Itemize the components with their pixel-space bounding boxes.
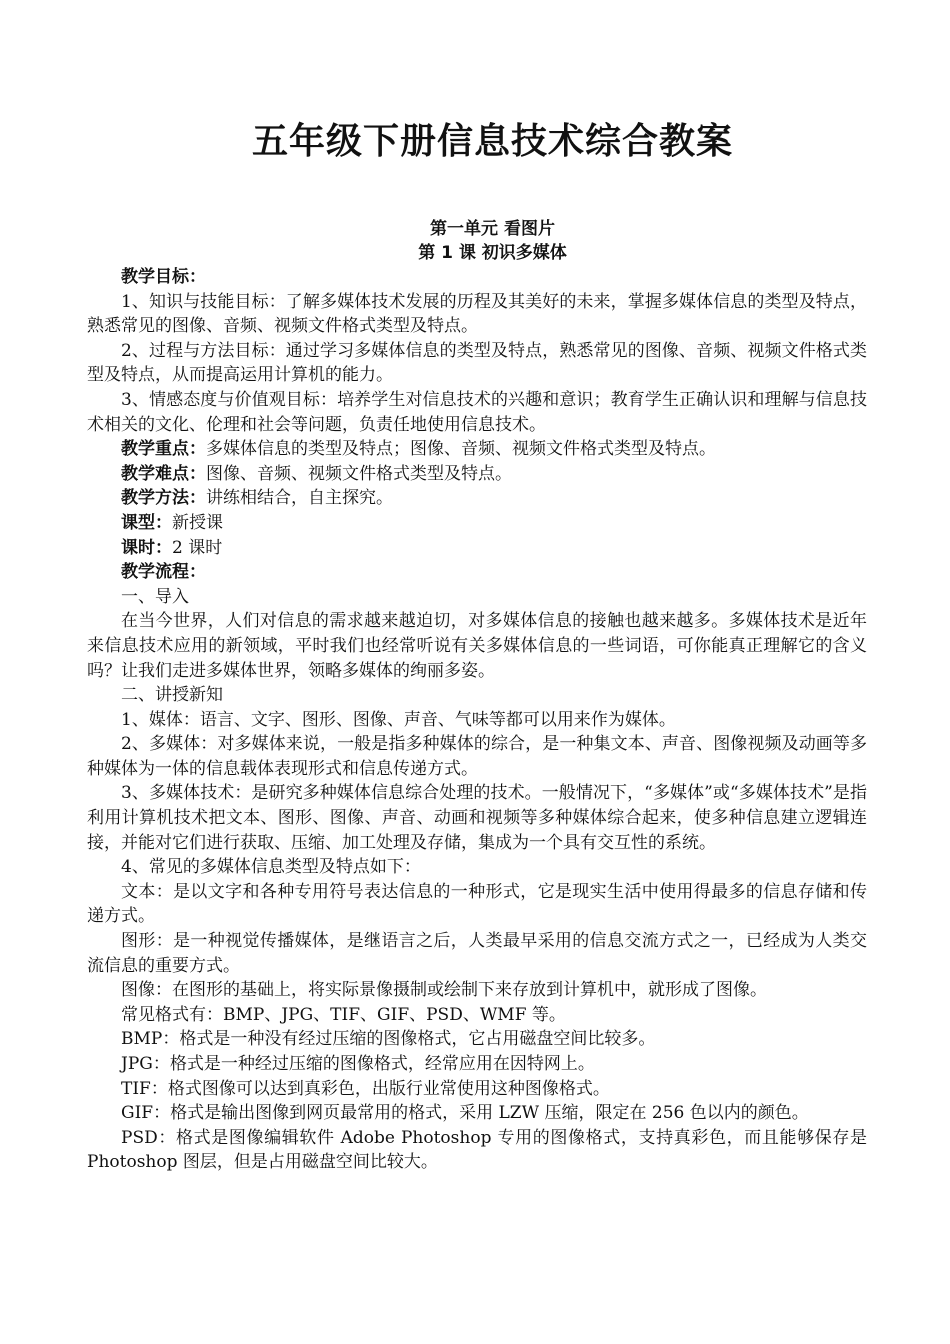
key-points-text: 多媒体信息的类型及特点；图像、音频、视频文件格式类型及特点。 xyxy=(206,439,716,460)
document-title: 五年级下册信息技术综合教案 xyxy=(251,121,733,162)
difficulties xyxy=(87,462,867,487)
paragraph-psd: PSD：格式是图像编辑软件 Adobe Photoshop 专用的图像格式，支持真彩色，而且能够保存是 Photoshop 图层，但是占用磁盘空间比较大。 xyxy=(87,1127,867,1173)
paragraph-media: 1、媒体：语言、文字、图形、图像、声音、气味等都可以用来作为媒体。 xyxy=(121,709,676,730)
paragraph-bmp: BMP：格式是一种没有经过压缩的图像格式，它占用磁盘空间比较多。 xyxy=(121,1029,656,1050)
paragraph-jpg: JPG：格式是一种经过压缩的图像格式，经常应用在因特网上。 xyxy=(121,1054,595,1074)
difficulties-label: 教学难点： xyxy=(121,463,206,484)
objectives-label: 教学目标： xyxy=(121,267,206,287)
methods-text: 讲练相结合，自主探究。 xyxy=(206,488,393,509)
objective-process: 2、过程与方法目标：通过学习多媒体信息的类型及特点，熟悉常见的图像、音频、视频文件格式类型及特点，从而提高运用计算机的能力。 xyxy=(87,340,867,386)
paragraph-multimedia-tech: 3、多媒体技术：是研究多种媒体信息综合处理的技术。一般情况下，“多媒体”或“多媒体技术”是指利用计算机技术把文本、图形、图像、声音、动画和视频等多种媒体综合起来，使多种信息建立逻辑连接，并能对它们进行获取、压缩、加工处理及存储，集成为一个具有交互性的系统。 xyxy=(87,783,867,853)
section-new-heading: 二、讲授新知 xyxy=(121,685,223,706)
paragraph-gif: GIF：格式是输出图像到网页最常用的格式，采用 LZW 压缩，限定在 256 色以内的颜色。 xyxy=(121,1103,809,1124)
key-points-label: 教学重点： xyxy=(121,439,206,460)
paragraph-multimedia: 2、多媒体：对多媒体来说，一般是指多种媒体的综合，是一种集文本、声音、图像视频及动画等多种媒体为一体的信息载体表现形式和信息传递方式。 xyxy=(87,734,867,779)
paragraph-formats: 常见格式有：BMP、JPG、TIF、GIF、PSD、WMF 等。 xyxy=(121,1004,566,1025)
difficulties-text: 图像、音频、视频文件格式类型及特点。 xyxy=(206,463,512,484)
process-label: 教学流程： xyxy=(121,562,206,583)
document-body xyxy=(87,265,867,1175)
class-hours xyxy=(87,536,867,561)
unit-heading: 第一单元 看图片 xyxy=(430,219,555,239)
objective-knowledge: 1、知识与技能目标：了解多媒体技术发展的历程及其美好的未来，掌握多媒体信息的类型及特点，熟悉常见的图像、音频、视频文件格式类型及特点。 xyxy=(87,291,867,337)
class-hours-text: 2 课时 xyxy=(172,537,223,558)
methods xyxy=(87,486,867,511)
key-points xyxy=(87,437,867,462)
lesson-type-label: 课型： xyxy=(121,512,172,533)
methods-label: 教学方法： xyxy=(121,488,206,509)
paragraph-types-intro: 4、常见的多媒体信息类型及特点如下： xyxy=(121,857,421,878)
paragraph-text-type: 文本：是以文字和各种专用符号表达信息的一种形式，它是现实生活中使用得最多的信息存储和传递方式。 xyxy=(87,881,867,927)
lesson-heading: 第 1 课 初识多媒体 xyxy=(418,243,567,263)
paragraph-graphics-type: 图形：是一种视觉传播媒体，是继语言之后，人类最早采用的信息交流方式之一，已经成为人类交流信息的重要方式。 xyxy=(87,931,867,976)
class-hours-label: 课时： xyxy=(121,537,172,558)
paragraph-image-type: 图像：在图形的基础上，将实际景像摄制或绘制下来存放到计算机中，就形成了图像。 xyxy=(121,980,767,1001)
section-intro-heading: 一、导入 xyxy=(121,586,189,607)
paragraph-tif: TIF：格式图像可以达到真彩色，出版行业常使用这种图像格式。 xyxy=(121,1078,610,1099)
section-intro-text: 在当今世界，人们对信息的需求越来越迫切，对多媒体信息的接触也越来越多。多媒体技术是近年来信息技术应用的新领域，平时我们也经常听说有关多媒体信息的一些词语，可你能真正理解它的含义吗？让我们走进多媒体世界，领略多媒体的绚丽多姿。 xyxy=(87,611,867,681)
lesson-type xyxy=(87,511,867,536)
objective-attitude: 3、情感态度与价值观目标：培养学生对信息技术的兴趣和意识；教育学生正确认识和理解与信息技术相关的文化、伦理和社会等问题，负责任地使用信息技术。 xyxy=(87,389,867,435)
lesson-type-text: 新授课 xyxy=(172,512,223,533)
